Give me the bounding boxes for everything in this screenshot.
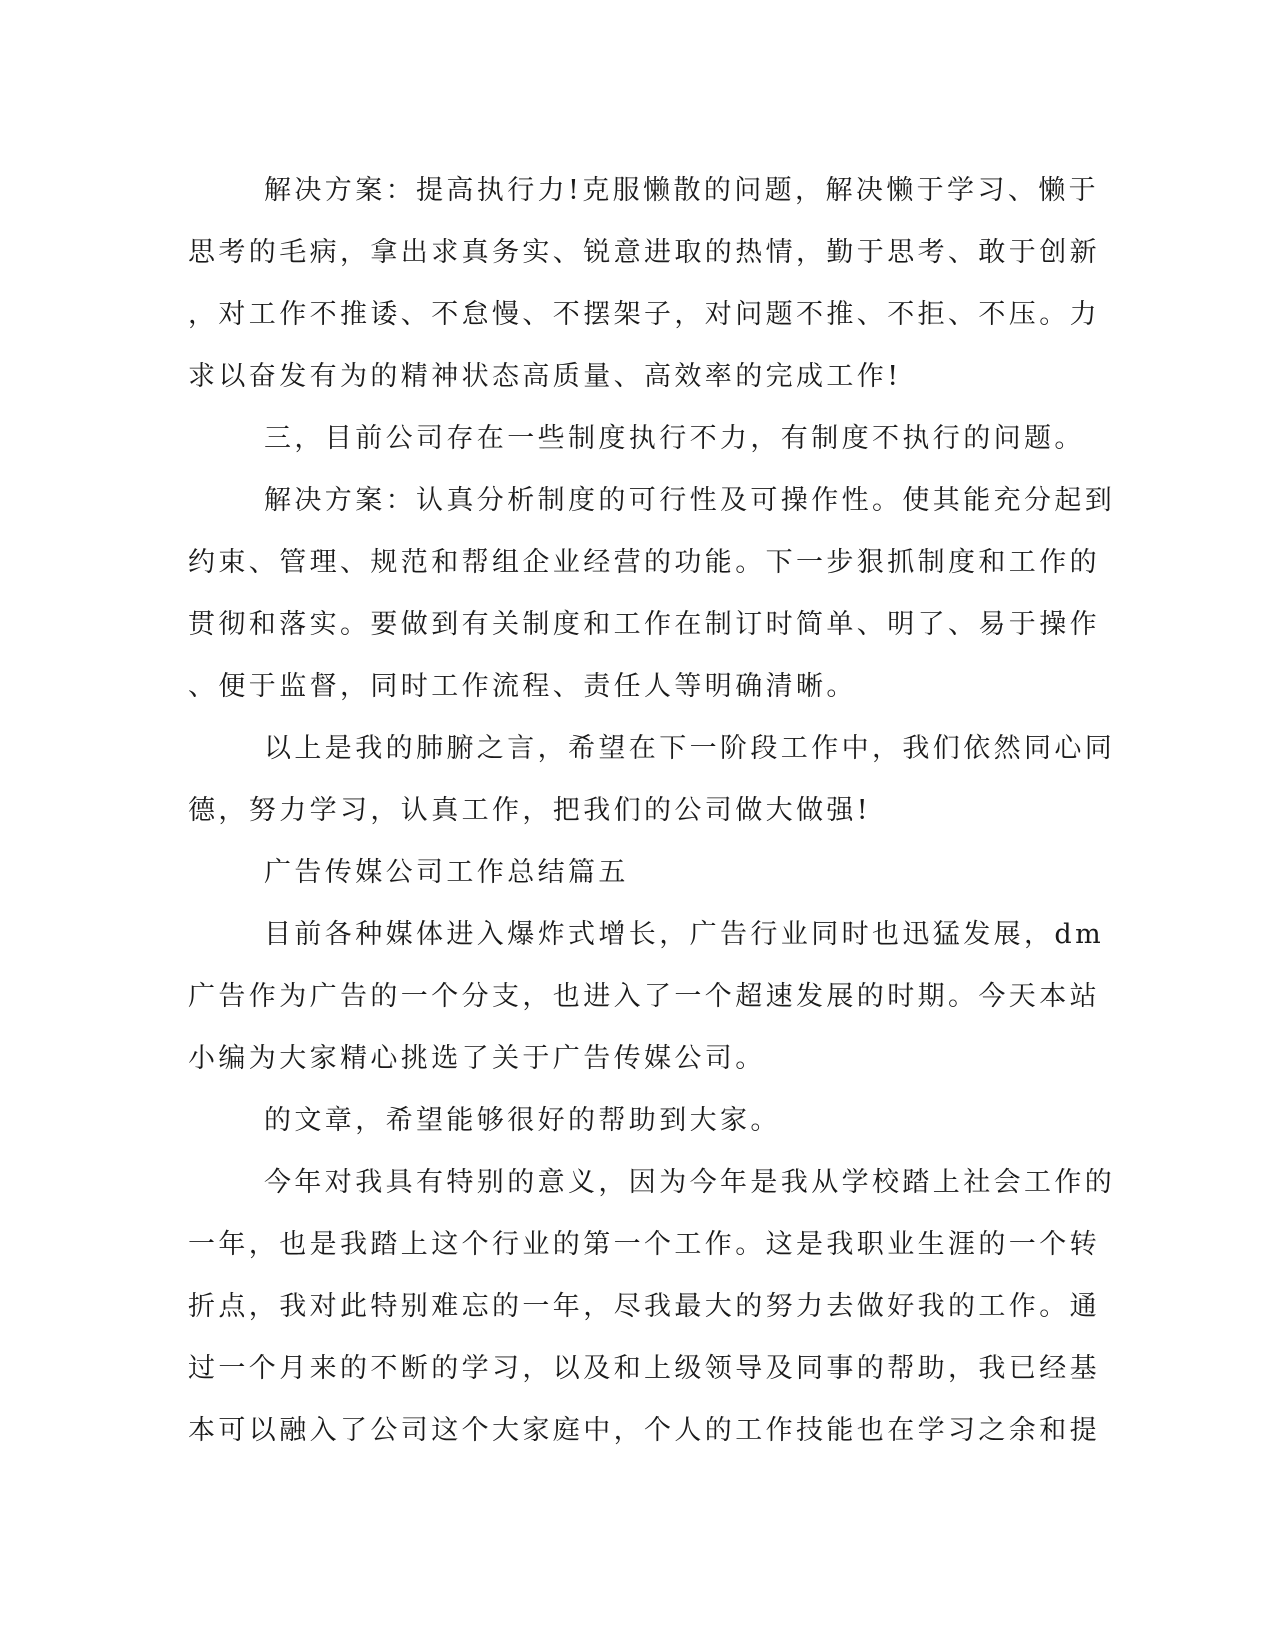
text-line: 求以奋发有为的精神状态高质量、高效率的完成工作!	[188, 361, 902, 392]
text-line: 今年对我具有特别的意义，因为今年是我从学校踏上社会工作的	[264, 1167, 1116, 1198]
text-line: 小编为大家精心挑选了关于广告传媒公司。	[188, 1043, 766, 1074]
text-line: ，对工作不推诿、不怠慢、不摆架子，对问题不推、不拒、不压。力	[188, 299, 1100, 330]
text-line: 折点，我对此特别难忘的一年，尽我最大的努力去做好我的工作。通	[188, 1291, 1100, 1322]
text-line: 一年，也是我踏上这个行业的第一个工作。这是我职业生涯的一个转	[188, 1229, 1100, 1260]
text-line: 本可以融入了公司这个大家庭中，个人的工作技能也在学习之余和提	[188, 1415, 1100, 1446]
text-line: 解决方案：提高执行力!克服懒散的问题，解决懒于学习、懒于	[264, 175, 1100, 206]
text-line: 过一个月来的不断的学习，以及和上级领导及同事的帮助，我已经基	[188, 1353, 1100, 1384]
text-line: 解决方案：认真分析制度的可行性及可操作性。使其能充分起到	[264, 485, 1116, 516]
document-body	[188, 160, 1116, 1462]
text-line: 思考的毛病，拿出求真务实、锐意进取的热情，勤于思考、敢于创新	[188, 237, 1100, 268]
text-line: 广告作为广告的一个分支，也进入了一个超速发展的时期。今天本站	[188, 981, 1100, 1012]
text-line: 的文章，希望能够很好的帮助到大家。	[264, 1105, 781, 1136]
text-line: 以上是我的肺腑之言，希望在下一阶段工作中，我们依然同心同	[264, 733, 1116, 764]
text-line: 、便于监督，同时工作流程、责任人等明确清晰。	[188, 671, 857, 702]
text-line: 贯彻和落实。要做到有关制度和工作在制订时简单、明了、易于操作	[188, 609, 1100, 640]
text-line: 三，目前公司存在一些制度执行不力，有制度不执行的问题。	[264, 423, 1085, 454]
section-heading: 广告传媒公司工作总结篇五	[264, 857, 629, 888]
text-line: 德，努力学习，认真工作，把我们的公司做大做强!	[188, 795, 872, 826]
text-line: 约束、管理、规范和帮组企业经营的功能。下一步狠抓制度和工作的	[188, 547, 1100, 578]
text-line: 目前各种媒体进入爆炸式增长，广告行业同时也迅猛发展，dm	[264, 919, 1105, 950]
